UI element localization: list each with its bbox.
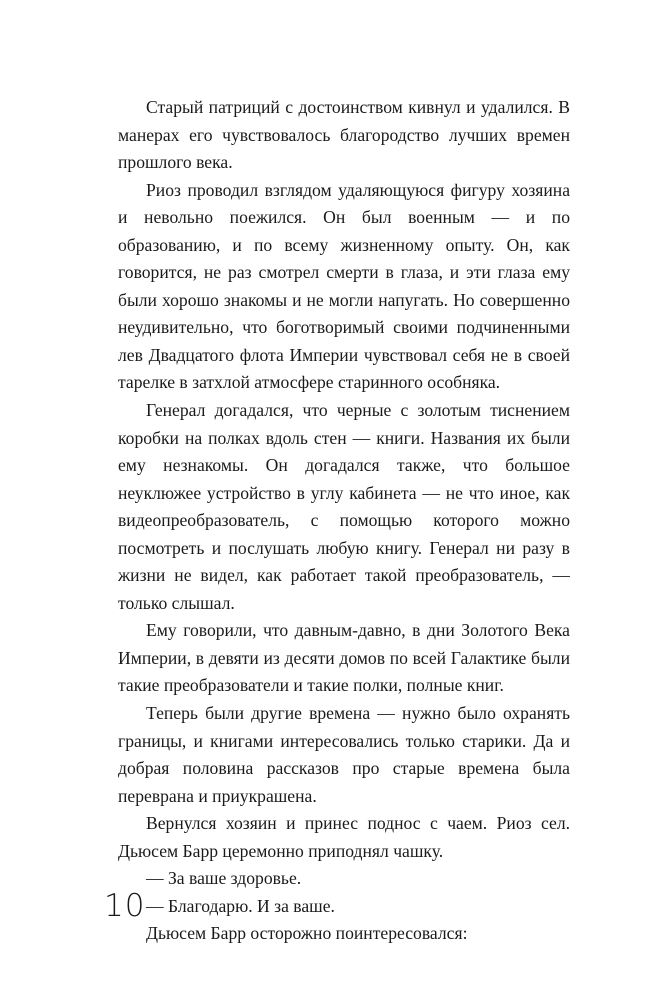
paragraph: Генерал догадался, что черные с золотым тиснением коробки на полках вдоль стен — книги. Названия их были ему незнакомы. Он догадался также, что большое неуклюжее устройство в углу кабинета — не что иное, как видеопреобразователь, с помощью которого можно посмотреть и послушать любую книгу. Генерал ни разу в жизни не видел, как работает такой преобразователь, — только слышал. bbox=[118, 400, 570, 613]
dialogue-line: — За ваше здоровье. bbox=[146, 868, 302, 889]
paragraph: Ему говорили, что давным-давно, в дни Золотого Века Империи, в девяти из десяти домов по всей Галактике были такие преобразователи и такие полки, полные книг. bbox=[118, 620, 570, 696]
dialogue-line: — Благодарю. И за ваше. bbox=[146, 895, 335, 916]
paragraph: Старый патриций с достоинством кивнул и удалился. В манерах его чувствовалось благородство лучших времен прошлого века. bbox=[118, 97, 570, 173]
paragraph: Дьюсем Барр осторожно поинтересовался: bbox=[146, 923, 468, 944]
body-text bbox=[118, 94, 570, 948]
page-number: 10 bbox=[104, 888, 146, 924]
paragraph: Вернулся хозяин и принес поднос с чаем. Риоз сел. Дьюсем Барр церемонно приподнял чашку. bbox=[118, 813, 570, 861]
paragraph: Риоз проводил взглядом удаляющуюся фигуру хозяина и невольно поежился. Он был военным — и по образованию, и по всему жизненному опыту. Он, как говорится, не раз смотрел смерти в глаза, и эти глаза ему были хорошо знакомы и не могли напугать. Но совершенно неудивительно, что боготворимый своими подчиненными лев Двадцатого флота Империи чувствовал себя не в своей тарелке в затхлой атмосфере старинного особняка. bbox=[118, 179, 570, 393]
paragraph: Теперь были другие времена — нужно было охранять границы, и книгами интересовались только старики. Да и добрая половина рассказов про старые времена была переврана и приукрашена. bbox=[118, 703, 570, 806]
